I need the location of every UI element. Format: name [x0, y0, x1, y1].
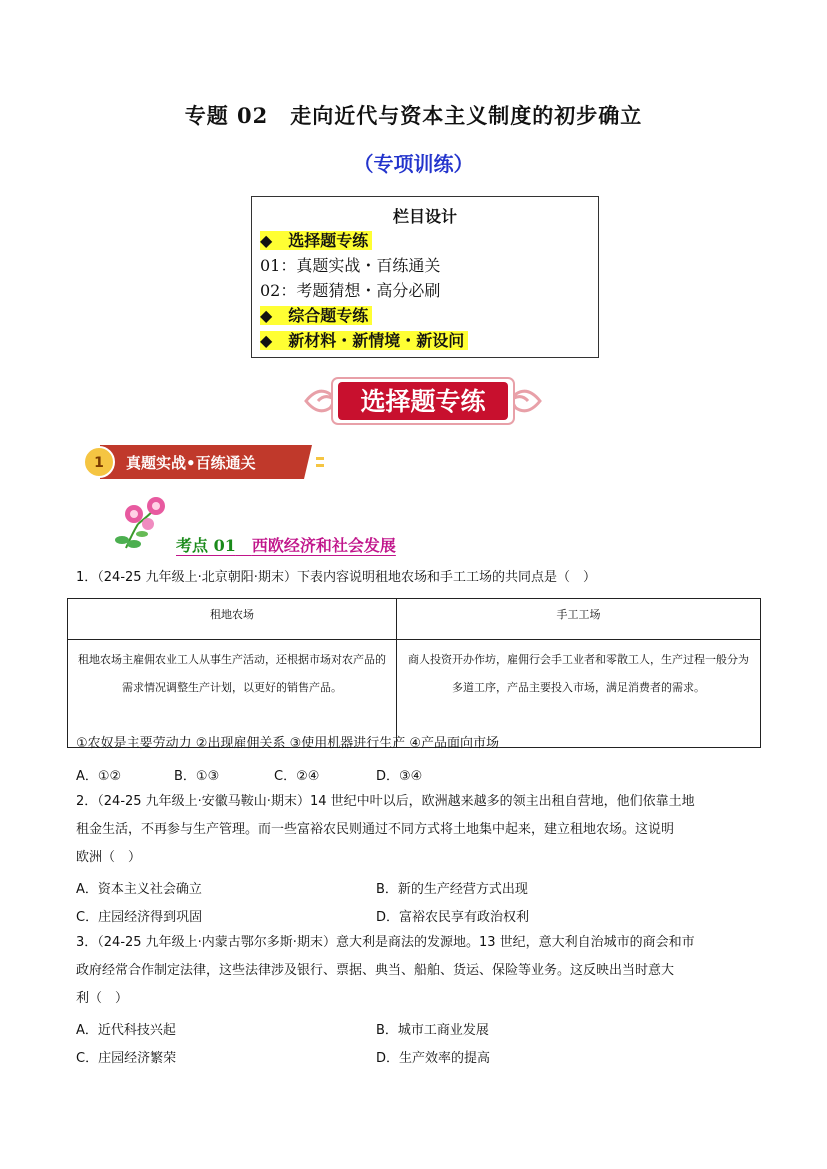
topic-number: 考点 01 [176, 536, 236, 555]
question-3-stem [76, 929, 756, 1013]
table-header: 租地农场 [68, 599, 397, 640]
banner-ornament-left [306, 391, 333, 411]
option-d: D．生产效率的提高 [376, 1051, 491, 1066]
question-1-statements: ①农奴是主要劳动力 ②出现雇佣关系 ③使用机器进行生产 ④产品面向市场 [76, 736, 500, 751]
option-b: B．城市工商业发展 [376, 1023, 489, 1038]
option-b: B．新的生产经营方式出现 [376, 882, 528, 897]
option-c: C．②④ [274, 769, 320, 784]
table-cell: 租地农场主雇佣农业工人从事生产活动，还根据市场对农产品的需求情况调整生产计划，以更好的销售产品。 [68, 640, 397, 748]
page-subtitle: （专项训练） [353, 152, 474, 176]
topic-heading [176, 533, 396, 556]
menu-item [252, 278, 598, 303]
page-title: 专题 02 走向近代与资本主义制度的初步确立 [184, 103, 643, 128]
option-d: D．富裕农民享有政治权利 [376, 910, 530, 925]
question-2-stem [76, 788, 756, 872]
section-label: 真题实战•百练通关 [126, 454, 256, 472]
option-a: A．资本主义社会确立 [76, 882, 202, 897]
stem-line: 利（ ） [76, 991, 129, 1006]
menu-item [252, 253, 598, 278]
menu-item-text: ◆ 新材料・新情境・新设问 [260, 331, 468, 350]
banner-text: 选择题专练 [360, 387, 486, 416]
menu-item-text: 01：真题实战・百练通关 [260, 256, 441, 275]
flower-icon [112, 494, 172, 552]
stem-line: 租金生活，不再参与生产管理。而一些富裕农民则通过不同方式将土地集中起来，建立租地农场。这说明 [76, 822, 675, 837]
menu-item-text: ◆ 综合题专练 [260, 306, 372, 325]
menu-item-text: ◆ 选择题专练 [260, 231, 372, 250]
option-c: C．庄园经济繁荣 [76, 1051, 177, 1066]
option-a: A．①② [76, 769, 122, 784]
banner-ornament-right [513, 391, 540, 411]
stem-line: 2．（24-25 九年级上·安徽马鞍山·期末）14 世纪中叶以后，欧洲越来越多的领主出租自营地，他们依靠土地 [76, 794, 695, 809]
stem-line: 3．（24-25 九年级上·内蒙古鄂尔多斯·期末）意大利是商法的发源地。13 世纪，意大利自治城市的商会和市 [76, 935, 695, 950]
section-number: 1 [94, 455, 104, 471]
menu-item-text: 02：考题猜想・高分必刷 [260, 281, 441, 300]
option-c: C．庄园经济得到巩固 [76, 910, 203, 925]
menu-item [252, 328, 598, 353]
section-header-1 [82, 441, 332, 483]
question-1-table [67, 598, 761, 748]
question-1-stem: 1．（24-25 九年级上·北京朝阳·期末）下表内容说明租地农场和手工工场的共同点是（ ） [76, 570, 596, 585]
banner-choice-practice [304, 374, 542, 428]
table-header: 手工工场 [397, 599, 761, 640]
menu-item [252, 228, 598, 253]
menu-item [252, 303, 598, 328]
option-d: D．③④ [376, 769, 423, 784]
column-design-heading: 栏目设计 [392, 207, 457, 226]
table-cell: 商人投资开办作坊，雇佣行会手工业者和零散工人，生产过程一般分为多道工序，产品主要投入市场，满足消费者的需求。 [397, 640, 761, 748]
column-design-box [251, 196, 599, 358]
topic-label: 西欧经济和社会发展 [251, 536, 396, 555]
stem-line: 政府经常合作制定法律，这些法律涉及银行、票据、典当、船舶、货运、保险等业务。这反映出当时意大 [76, 963, 675, 978]
option-a: A．近代科技兴起 [76, 1023, 176, 1038]
stem-line: 欧洲（ ） [76, 850, 142, 865]
option-b: B．①③ [174, 769, 220, 784]
